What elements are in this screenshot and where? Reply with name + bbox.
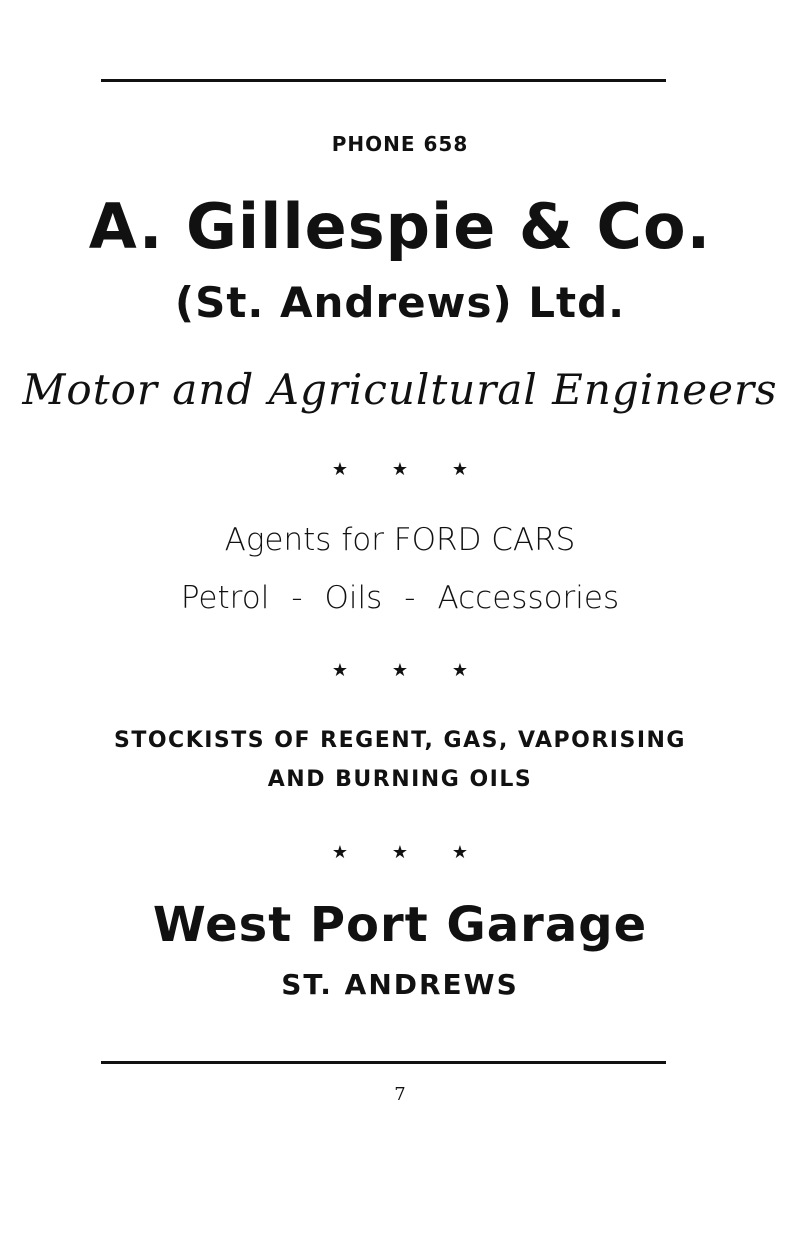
star-icon: ★ (331, 842, 349, 863)
agents-line: Agents for FORD CARS (224, 522, 576, 558)
stockists-line-2: AND BURNING OILS (267, 767, 533, 792)
company-name: A. Gillespie & Co. (88, 190, 712, 263)
bottom-rule (101, 1061, 666, 1064)
page-number: 7 (394, 1084, 406, 1105)
company-suffix: (St. Andrews) Ltd. (174, 278, 626, 327)
star-icon: ★ (451, 459, 469, 480)
product-separator: - (404, 580, 416, 616)
products-line (0, 580, 800, 616)
star-divider (0, 842, 800, 863)
star-icon: ★ (451, 842, 469, 863)
star-icon: ★ (391, 459, 409, 480)
star-icon: ★ (391, 842, 409, 863)
phone-number: PHONE 658 (331, 132, 469, 156)
star-icon: ★ (331, 660, 349, 681)
product-item: Accessories (437, 580, 620, 616)
star-divider (0, 660, 800, 681)
star-divider (0, 459, 800, 480)
product-item: Petrol (180, 580, 270, 616)
product-separator: - (291, 580, 303, 616)
stockists-line-1: STOCKISTS OF REGENT, GAS, VAPORISING (114, 728, 686, 753)
garage-name: West Port Garage (152, 897, 648, 953)
top-rule (101, 79, 666, 82)
star-icon: ★ (391, 660, 409, 681)
town-name: ST. ANDREWS (281, 968, 519, 1001)
star-icon: ★ (451, 660, 469, 681)
tagline: Motor and Agricultural Engineers (22, 365, 778, 414)
star-icon: ★ (331, 459, 349, 480)
product-item: Oils (324, 580, 383, 616)
